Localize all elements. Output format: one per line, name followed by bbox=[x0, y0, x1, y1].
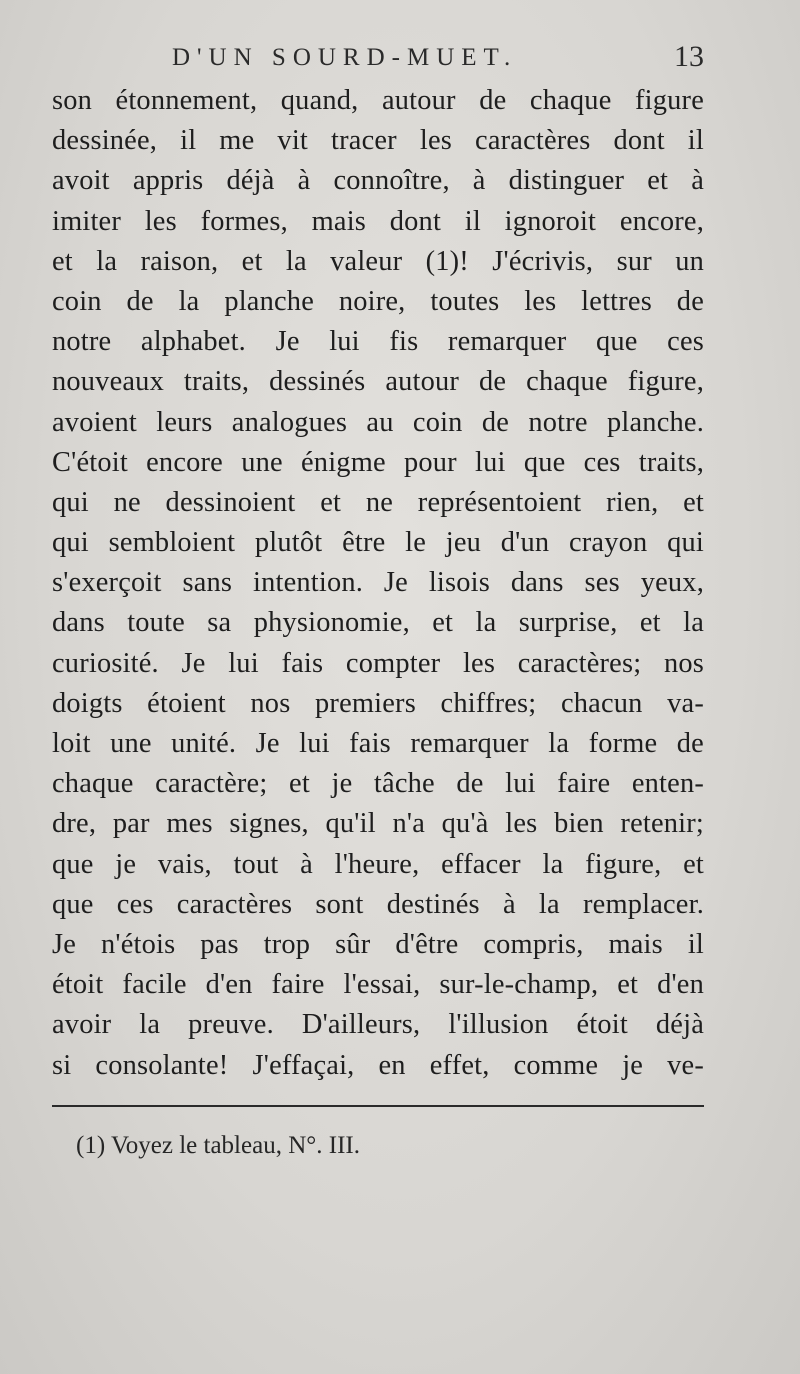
text-line: notre alphabet. Je lui fis remarquer que ces bbox=[52, 326, 704, 358]
text-line: dre, par mes signes, qu'il n'a qu'à les bien retenir; bbox=[52, 808, 704, 840]
text-line: nouveaux traits, dessinés autour de chaque figure, bbox=[52, 366, 704, 398]
running-title: D'UN SOURD-MUET. bbox=[172, 44, 518, 71]
running-head bbox=[52, 40, 708, 80]
text-line: avoit appris déjà à connoître, à distinguer et à bbox=[52, 165, 704, 197]
text-line: dessinée, il me vit tracer les caractères dont il bbox=[52, 125, 704, 157]
page-number: 13 bbox=[674, 40, 704, 73]
text-line: imiter les formes, mais dont il ignoroit encore, bbox=[52, 205, 704, 237]
footnote-rule bbox=[52, 1105, 704, 1107]
text-line: loit une unité. Je lui fais remarquer la forme de bbox=[52, 728, 704, 759]
text-line: son étonnement, quand, autour de chaque figure bbox=[52, 85, 704, 116]
text-line: avoir la preuve. D'ailleurs, l'illusion étoit déjà bbox=[52, 1009, 704, 1041]
text-line: si consolante! J'effaçai, en effet, comme je ve- bbox=[52, 1049, 704, 1081]
footnote: (1) Voyez le tableau, N°. III. bbox=[76, 1132, 360, 1159]
text-line: curiosité. Je lui fais compter les caractères; nos bbox=[52, 647, 704, 679]
text-line: qui ne dessinoient et ne représentoient rien, et bbox=[52, 486, 704, 518]
text-line: chaque caractère; et je tâche de lui faire enten- bbox=[52, 768, 704, 800]
text-line: qui sembloient plutôt être le jeu d'un crayon qui bbox=[52, 527, 704, 559]
text-line: que ces caractères sont destinés à la remplacer. bbox=[52, 888, 704, 920]
text-line: doigts étoient nos premiers chiffres; chacun va- bbox=[52, 687, 704, 719]
text-line: C'étoit encore une énigme pour lui que ces traits, bbox=[52, 446, 704, 478]
body-text bbox=[52, 81, 704, 1086]
text-line: Je n'étois pas trop sûr d'être compris, mais il bbox=[52, 928, 704, 960]
text-line: s'exerçoit sans intention. Je lisois dans ses yeux, bbox=[52, 567, 704, 599]
text-line: que je vais, tout à l'heure, effacer la figure, et bbox=[52, 848, 704, 880]
text-line: coin de la planche noire, toutes les lettres de bbox=[52, 285, 704, 317]
text-line: étoit facile d'en faire l'essai, sur-le-champ, et d'en bbox=[52, 969, 704, 1001]
text-line: avoient leurs analogues au coin de notre planche. bbox=[52, 406, 704, 438]
text-line: dans toute sa physionomie, et la surprise, et la bbox=[52, 607, 704, 639]
text-line: et la raison, et la valeur (1)! J'écrivis, sur un bbox=[52, 245, 704, 277]
